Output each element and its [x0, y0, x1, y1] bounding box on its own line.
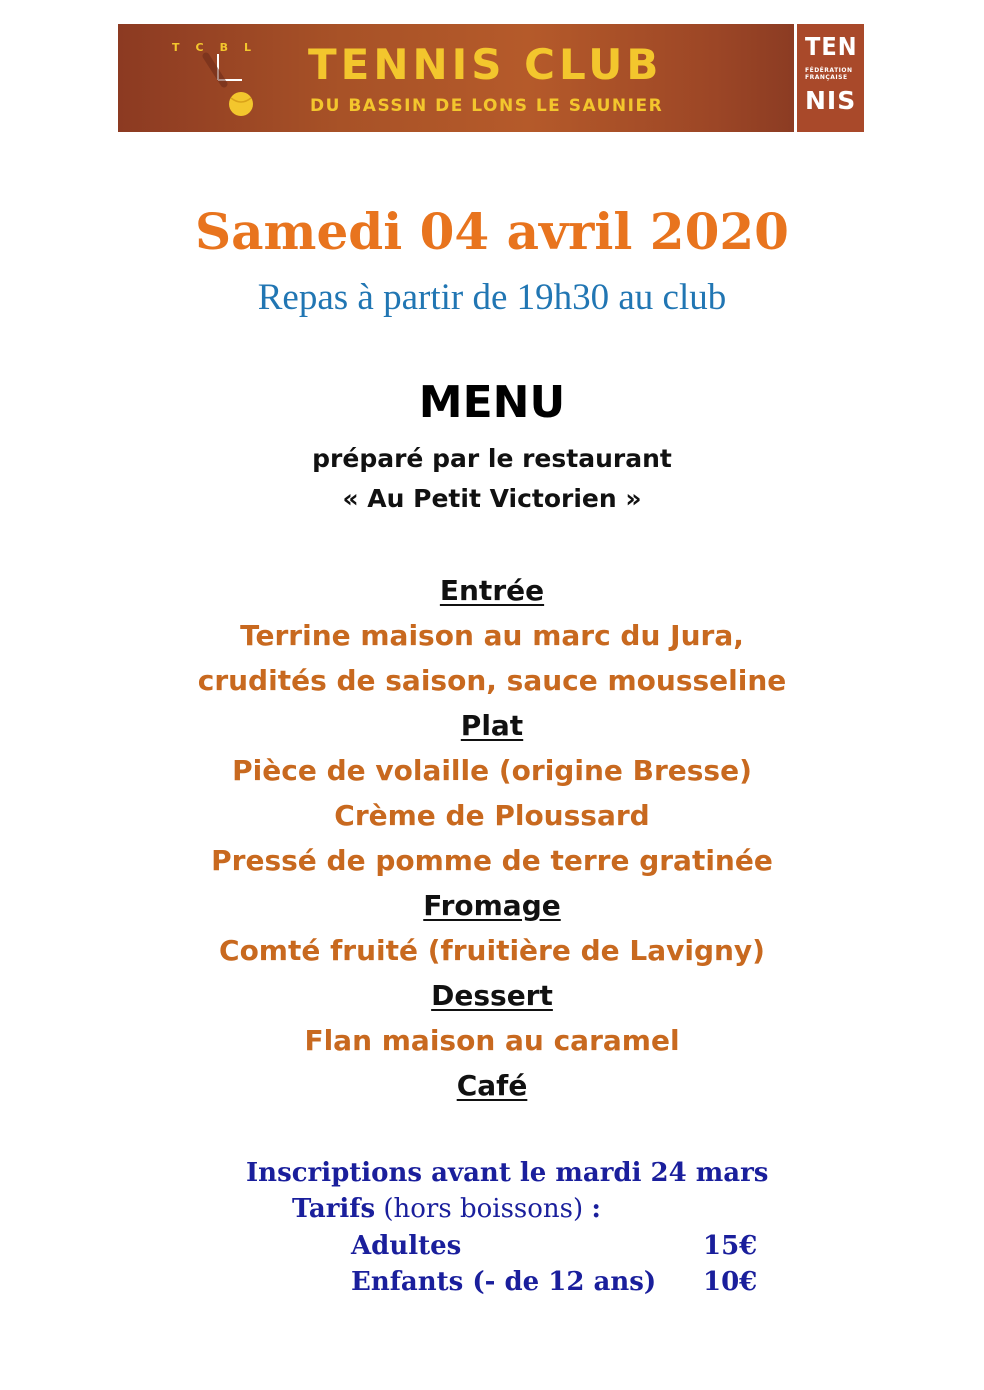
dish-plat-3: Pressé de pomme de terre gratinée	[211, 844, 773, 877]
prepared-by: préparé par le restaurant	[312, 444, 672, 473]
dish-entree-1: Terrine maison au marc du Jura,	[240, 619, 744, 652]
fft-logo-bottom: NIS	[805, 86, 857, 115]
price-enfants-value	[703, 1267, 757, 1297]
tennis-court-ball-icon	[198, 52, 268, 122]
club-subtitle: DU BASSIN DE LONS LE SAUNIER	[310, 96, 664, 116]
tarifs-label: Tarifs	[292, 1194, 376, 1224]
section-entree: Entrée	[439, 574, 545, 607]
fft-logo	[794, 24, 864, 132]
section-plat: Plat	[460, 709, 524, 742]
price-adultes-value-text: 15€	[703, 1231, 758, 1261]
price-enfants-label-text: Enfants (- de 12 ans)	[351, 1267, 657, 1297]
dish-plat-2: Crème de Ploussard	[334, 799, 650, 832]
tarifs-note: (hors boissons)	[375, 1194, 592, 1224]
fft-logo-mid	[805, 67, 853, 81]
menu-title: MENU	[418, 377, 566, 428]
price-adultes-value	[703, 1231, 757, 1261]
dish-plat-1: Pièce de volaille (origine Bresse)	[232, 754, 752, 787]
section-fromage: Fromage	[423, 889, 561, 922]
restaurant-name: « Au Petit Victorien »	[342, 484, 642, 513]
banner-main	[118, 24, 792, 132]
section-dessert: Dessert	[431, 979, 553, 1012]
fft-logo-top: TEN	[805, 32, 858, 61]
registration-deadline-text: Inscriptions avant le mardi 24 mars	[246, 1158, 769, 1188]
dish-entree-2: crudités de saison, sauce mousseline	[197, 664, 787, 697]
club-banner	[118, 24, 864, 132]
event-date: Samedi 04 avril 2020	[195, 202, 789, 261]
tcbl-logo-text: TCBL	[172, 41, 267, 54]
price-enfants-label	[351, 1267, 656, 1297]
tarifs-line	[292, 1194, 601, 1224]
registration-deadline	[246, 1158, 768, 1188]
dish-fromage-1: Comté fruité (fruitière de Lavigny)	[219, 934, 765, 967]
dish-dessert-1: Flan maison au caramel	[304, 1024, 680, 1057]
event-time-place: Repas à partir de 19h30 au club	[257, 277, 727, 318]
tarifs-colon: :	[591, 1194, 602, 1224]
price-enfants-value-text: 10€	[703, 1267, 758, 1297]
club-title: TENNIS CLUB	[308, 40, 663, 89]
price-adultes-label	[351, 1231, 461, 1261]
section-cafe: Café	[456, 1069, 528, 1102]
fft-logo-line-2: FRANÇAISE	[805, 74, 848, 81]
price-adultes-label-text: Adultes	[351, 1231, 462, 1261]
fft-logo-line-1: FÉDÉRATION	[805, 67, 853, 74]
